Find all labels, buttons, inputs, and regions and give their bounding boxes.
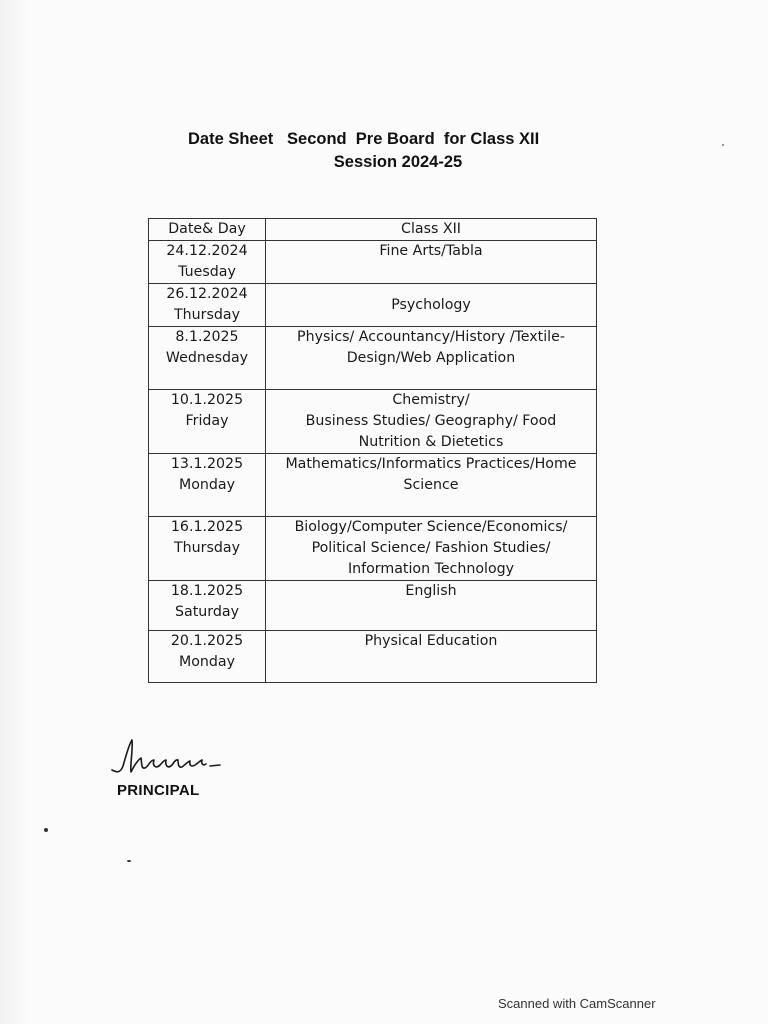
scan-speck — [127, 860, 131, 862]
exam-date: 10.1.2025 — [170, 392, 244, 408]
table-row — [149, 284, 597, 327]
table-row — [149, 327, 597, 390]
table-header-row — [149, 219, 597, 241]
subject-line: Mathematics/Informatics Practices/Home — [285, 456, 577, 472]
subject-line: Nutrition & Dietetics — [358, 434, 504, 450]
scan-speck — [722, 144, 724, 146]
exam-day: Monday — [178, 654, 235, 670]
date-cell — [149, 581, 266, 631]
subject-cell — [266, 517, 597, 581]
subject-line: Psychology — [391, 296, 471, 313]
exam-date: 8.1.2025 — [175, 329, 239, 345]
exam-date: 13.1.2025 — [170, 456, 244, 472]
date-cell — [149, 631, 266, 683]
table-row — [149, 517, 597, 581]
table-row — [149, 631, 597, 683]
subject-cell — [266, 631, 597, 683]
exam-day: Wednesday — [165, 350, 249, 366]
subject-cell — [266, 454, 597, 517]
subject-line: Design/Web Application — [346, 350, 516, 366]
subject-cell — [266, 581, 597, 631]
subject-line: Political Science/ Fashion Studies/ — [311, 540, 551, 556]
table-row — [149, 241, 597, 284]
exam-date: 18.1.2025 — [170, 583, 244, 599]
page-shadow-edge — [0, 0, 28, 1024]
scan-speck — [44, 828, 48, 832]
subject-line: Fine Arts/Tabla — [379, 243, 483, 259]
exam-date: 24.12.2024 — [166, 243, 248, 259]
subject-line: Science — [403, 477, 459, 493]
exam-day: Monday — [178, 477, 235, 493]
title-line-2: Session 2024-25 — [333, 153, 463, 171]
date-sheet-table — [148, 218, 597, 683]
subject-cell — [266, 390, 597, 454]
date-cell — [149, 284, 266, 327]
exam-day: Thursday — [174, 540, 240, 556]
exam-date: 20.1.2025 — [170, 633, 244, 649]
date-cell — [149, 454, 266, 517]
subject-line: Physics/ Accountancy/History /Textile- — [297, 329, 565, 345]
date-cell — [149, 517, 266, 581]
table-row — [149, 581, 597, 631]
subject-line: English — [405, 583, 457, 599]
subject-cell — [266, 241, 597, 284]
exam-day: Tuesday — [178, 264, 236, 280]
date-cell — [149, 327, 266, 390]
exam-date: 26.12.2024 — [166, 286, 248, 302]
exam-date: 16.1.2025 — [170, 519, 244, 535]
subject-line: Business Studies/ Geography/ Food — [305, 413, 557, 429]
column-header-date-day: Date& Day — [149, 219, 266, 241]
subject-cell — [266, 284, 597, 327]
subject-line: Physical Education — [364, 633, 498, 649]
principal-signature-block — [108, 736, 248, 799]
principal-label: PRINCIPAL — [117, 782, 200, 799]
exam-day: Thursday — [174, 307, 240, 323]
subject-line: Chemistry/ — [392, 392, 470, 408]
principal-signature — [108, 736, 228, 780]
document-title — [180, 128, 600, 174]
exam-day: Friday — [185, 413, 229, 429]
date-cell — [149, 241, 266, 284]
table-row — [149, 454, 597, 517]
subject-cell — [266, 327, 597, 390]
title-line-1: Date Sheet Second Pre Board for Class XII — [188, 130, 540, 148]
subject-line: Information Technology — [347, 561, 515, 577]
subject-line: Biology/Computer Science/Economics/ — [294, 519, 568, 535]
scanner-watermark: Scanned with CamScanner — [498, 996, 656, 1011]
date-cell — [149, 390, 266, 454]
column-header-class: Class XII — [266, 219, 597, 241]
table-row — [149, 390, 597, 454]
exam-day: Saturday — [175, 604, 239, 620]
